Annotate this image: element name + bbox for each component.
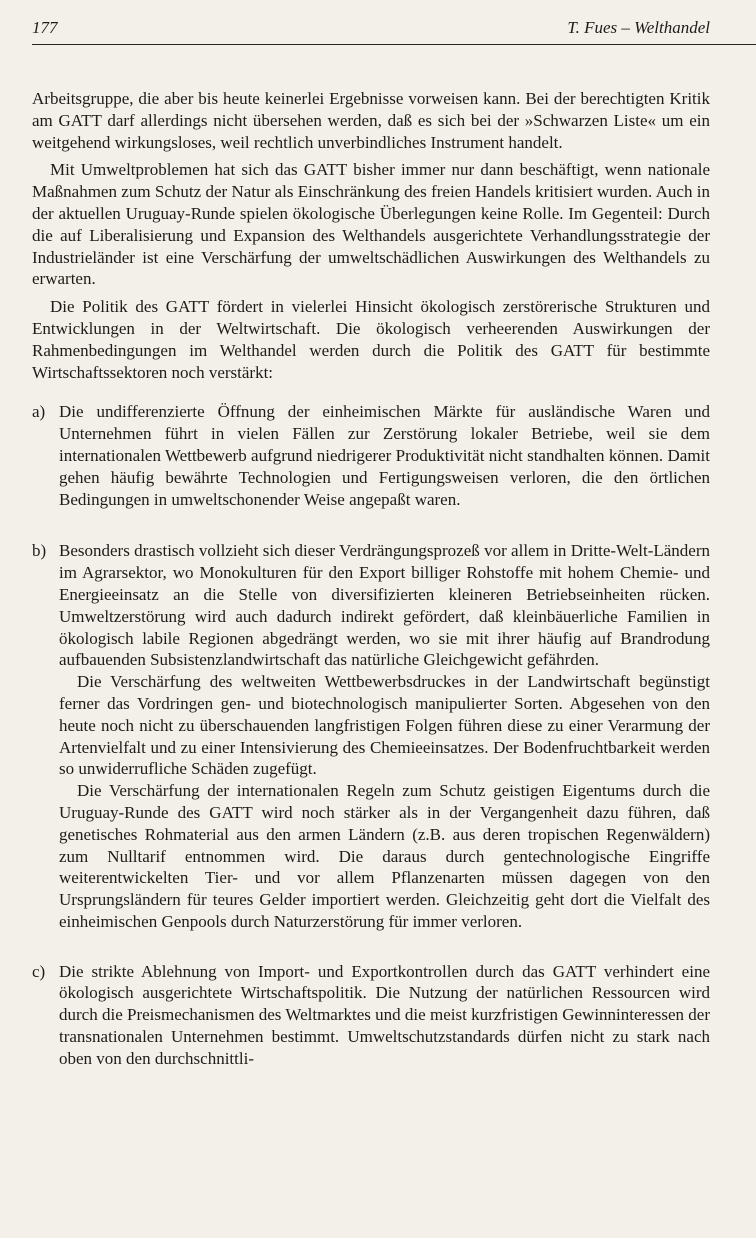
running-title: T. Fues – Welthandel	[567, 18, 710, 37]
paragraph: Die strikte Ablehnung von Import- und Exportkontrollen durch das GATT verhindert eine ökologisch ausgerichtete Wirtschaftspolitik. Die Nutzung der natürlichen Ressourcen wird durch die Preismechanismen des Weltmarktes und die meist kurzfristigen Gewinninteressen der transnationalen Unternehmen bestimmt. Umweltschutzstandards dürfen nicht zu stark nach oben von den durchschnittli-	[59, 961, 710, 1068]
list-item-c	[32, 961, 710, 1070]
list-marker: c)	[32, 961, 46, 981]
paragraph: Die Politik des GATT fördert in vielerlei Hinsicht ökologisch zerstörerische Strukturen und Entwicklungen in der Weltwirtschaft. Die ökologisch verheerenden Auswirkungen der Rahmenbedingungen im Welthandel werden durch die Politik des GATT für bestimmte Wirtschaftssektoren noch verstärkt:	[32, 297, 710, 382]
list-item-a	[32, 401, 710, 510]
list-marker: b)	[32, 541, 47, 561]
page-number: 177	[32, 18, 58, 37]
body-text	[32, 88, 710, 1070]
running-header	[32, 14, 756, 45]
paragraph: Die Verschärfung der internationalen Regeln zum Schutz geistigen Eigentums durch die Uruguay-Runde des GATT wird noch stärker als in der Vergangenheit dazu führen, daß genetisches Rohmaterial aus den armen Ländern (z.B. aus deren tropischen Regenwäldern) zum Nulltarif entnommen wird. Die daraus durch gentechnologische Eingriffe weiterentwickelten Tier- und vor allem Pflanzenarten müssen dagegen von den Ursprungsländern für teures Gelder importiert werden. Gleichzeitig geht dort die Vielfalt des einheimischen Genpools durch Naturzerstörung für immer verloren.	[59, 781, 710, 931]
paragraph: Die Verschärfung des weltweiten Wettbewerbsdruckes in der Landwirtschaft begünstigt ferner das Vordringen gen- und biotechnologisch manipulierter Sorten. Abgesehen von den heute noch nicht zu überschauenden langfristigen Folgen führen diese zu einer Verarmung der Artenvielfalt und zu einer Intensivierung des Chemieeinsatzes. Der Bodenfruchtbarkeit werden so unwiderrufliche Schäden zugefügt.	[59, 672, 710, 779]
list-item-b	[32, 540, 710, 932]
list-item-content	[59, 961, 710, 1070]
paragraph: Arbeitsgruppe, die aber bis heute keinerlei Ergebnisse vorweisen kann. Bei der berechtigten Kritik am GATT darf allerdings nicht übersehen werden, daß es sich bei der »Schwarzen Liste« um ein weitgehend wirkungsloses, weil rechtlich unverbindliches Instrument handelt.	[32, 89, 710, 152]
list-item-content	[59, 401, 710, 510]
list-marker: a)	[32, 402, 46, 422]
list-item-content	[59, 540, 710, 932]
paragraph: Besonders drastisch vollzieht sich dieser Verdrängungsprozeß vor allem in Dritte-Welt-Ländern im Agrarsektor, wo Monokulturen für den Export billiger Rohstoffe mit hohem Chemie- und Energieeinsatz an die Stelle von diversifizierten kleineren Betriebseinheiten rücken. Umweltzerstörung wird auch dadurch indirekt gefördert, daß kleinbäuerliche Familien in ökologisch labile Regionen abgedrängt werden, wo sie mit ihrer häufig auf Brandrodung aufbauenden Subsistenzlandwirtschaft das natürliche Gleichgewicht gefährden.	[59, 541, 710, 670]
paragraph: Die undifferenzierte Öffnung der einheimischen Märkte für ausländische Waren und Unternehmen führt in vielen Fällen zur Zerstörung lokaler Betriebe, weil sie dem internationalen Wettbewerb aufgrund niedrigerer Produktivität nicht standhalten können. Damit gehen häufig bewährte Technologien und Fertigungsweisen verloren, die den örtlichen Bedingungen in umweltschonender Weise angepaßt waren.	[59, 402, 710, 509]
paragraph: Mit Umweltproblemen hat sich das GATT bisher immer nur dann beschäftigt, wenn nationale Maßnahmen zum Schutz der Natur als Einschränkung des freien Handels kritisiert wurden. Auch in der aktuellen Uruguay-Runde spielen ökologische Überlegungen keine Rolle. Im Gegenteil: Durch die auf Liberalisierung und Expansion des Welthandels ausgerichtete Verhandlungsstrategie der Industrieländer ist eine Verschärfung der umweltschädlichen Auswirkungen des Welthandels zu erwarten.	[32, 160, 710, 289]
